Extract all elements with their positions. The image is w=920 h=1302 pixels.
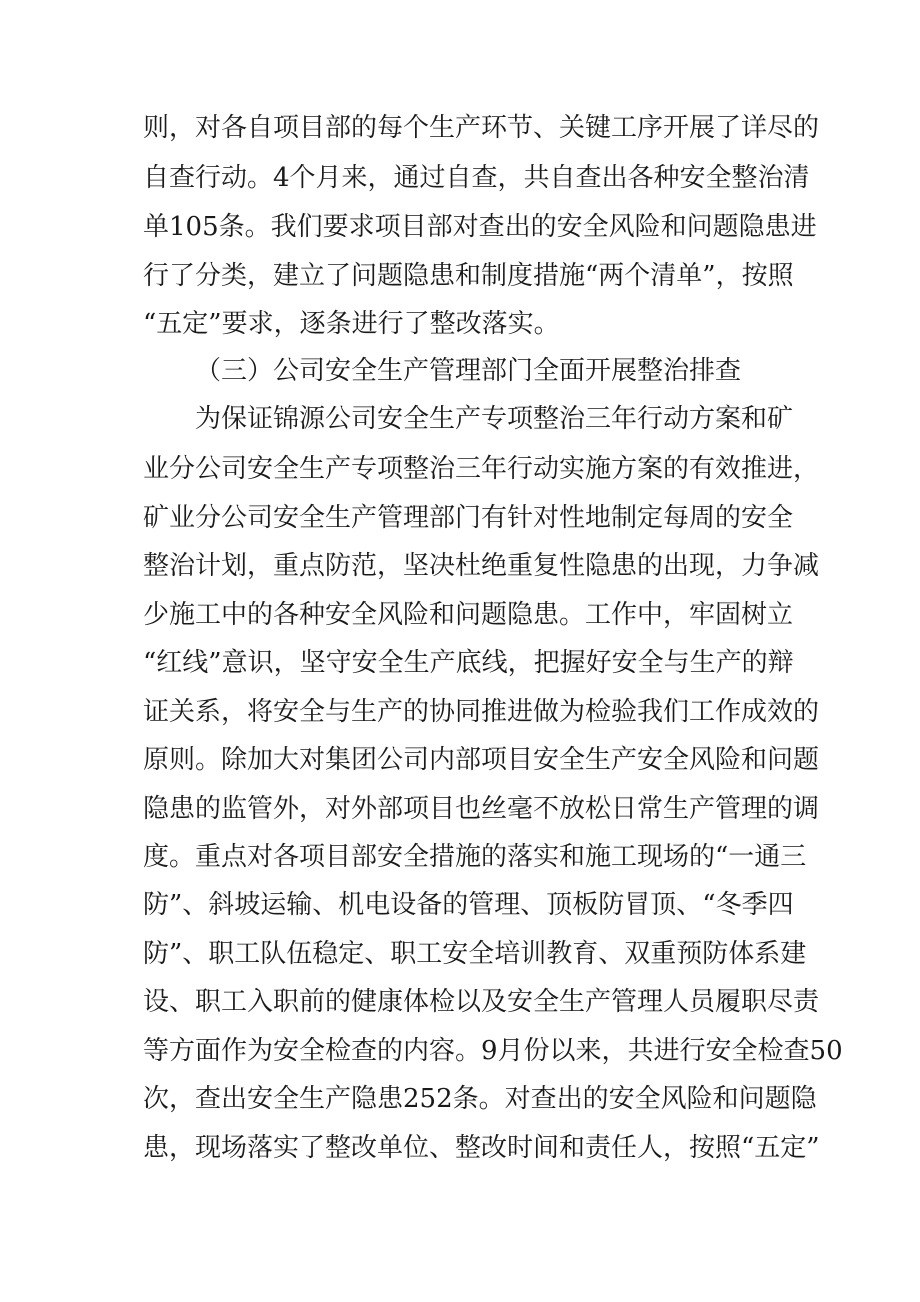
paragraph-2-line-6: “红线”意识，坚守安全生产底线，把握好安全与生产的辩: [143, 648, 794, 678]
paragraph-2-line-3: 矿业分公司安全生产管理部门有针对性地制定每周的安全: [143, 503, 794, 533]
paragraph-2-line-4: 整治计划，重点防范，坚决杜绝重复性隐患的出现，力争减: [143, 551, 820, 581]
paragraph-1-line-1: 则，对各自项目部的每个生产环节、关键工序开展了详尽的: [143, 113, 820, 143]
paragraph-2-line-11: 防”、斜坡运输、机电设备的管理、顶板防冒顶、“冬季四: [143, 890, 794, 920]
paragraph-1-line-3: 单105条。我们要求项目部对查出的安全风险和问题隐患进: [143, 212, 817, 242]
paragraph-2-line-12: 防”、职工队伍稳定、职工安全培训教育、双重预防体系建: [143, 939, 807, 969]
paragraph-2-line-15: 次，查出安全生产隐患252条。对查出的安全风险和问题隐: [143, 1084, 817, 1114]
section-heading: （三）公司安全生产管理部门全面开展整治排查: [195, 356, 742, 386]
paragraph-2-line-16: 患，现场落实了整改单位、整改时间和责任人，按照“五定”: [143, 1133, 820, 1163]
paragraph-1-line-4: 行了分类，建立了问题隐患和制度措施“两个清单”，按照: [143, 261, 794, 291]
paragraph-2-line-7: 证关系，将安全与生产的协同推进做为检验我们工作成效的: [143, 697, 820, 727]
paragraph-2-line-8: 原则。除加大对集团公司内部项目安全生产安全风险和问题: [143, 745, 820, 775]
paragraph-2-line-1: 为保证锦源公司安全生产专项整治三年行动方案和矿: [195, 404, 794, 434]
paragraph-1-line-5: “五定”要求，逐条进行了整改落实。: [143, 309, 560, 339]
paragraph-2-line-10: 度。重点对各项目部安全措施的落实和施工现场的“一通三: [143, 842, 807, 872]
paragraph-2-line-9: 隐患的监管外，对外部项目也丝毫不放松日常生产管理的调: [143, 794, 820, 824]
paragraph-2-line-14: 等方面作为安全检查的内容。9月份以来，共进行安全检查50: [143, 1036, 843, 1066]
paragraph-2-line-2: 业分公司安全生产专项整治三年行动实施方案的有效推进，: [143, 454, 820, 484]
paragraph-2-line-13: 设、职工入职前的健康体检以及安全生产管理人员履职尽责: [143, 987, 820, 1017]
paragraph-1-line-2: 自查行动。4个月来，通过自查，共自查出各种安全整治清: [143, 163, 810, 193]
paragraph-2-line-5: 少施工中的各种安全风险和问题隐患。工作中，牢固树立: [143, 600, 794, 630]
